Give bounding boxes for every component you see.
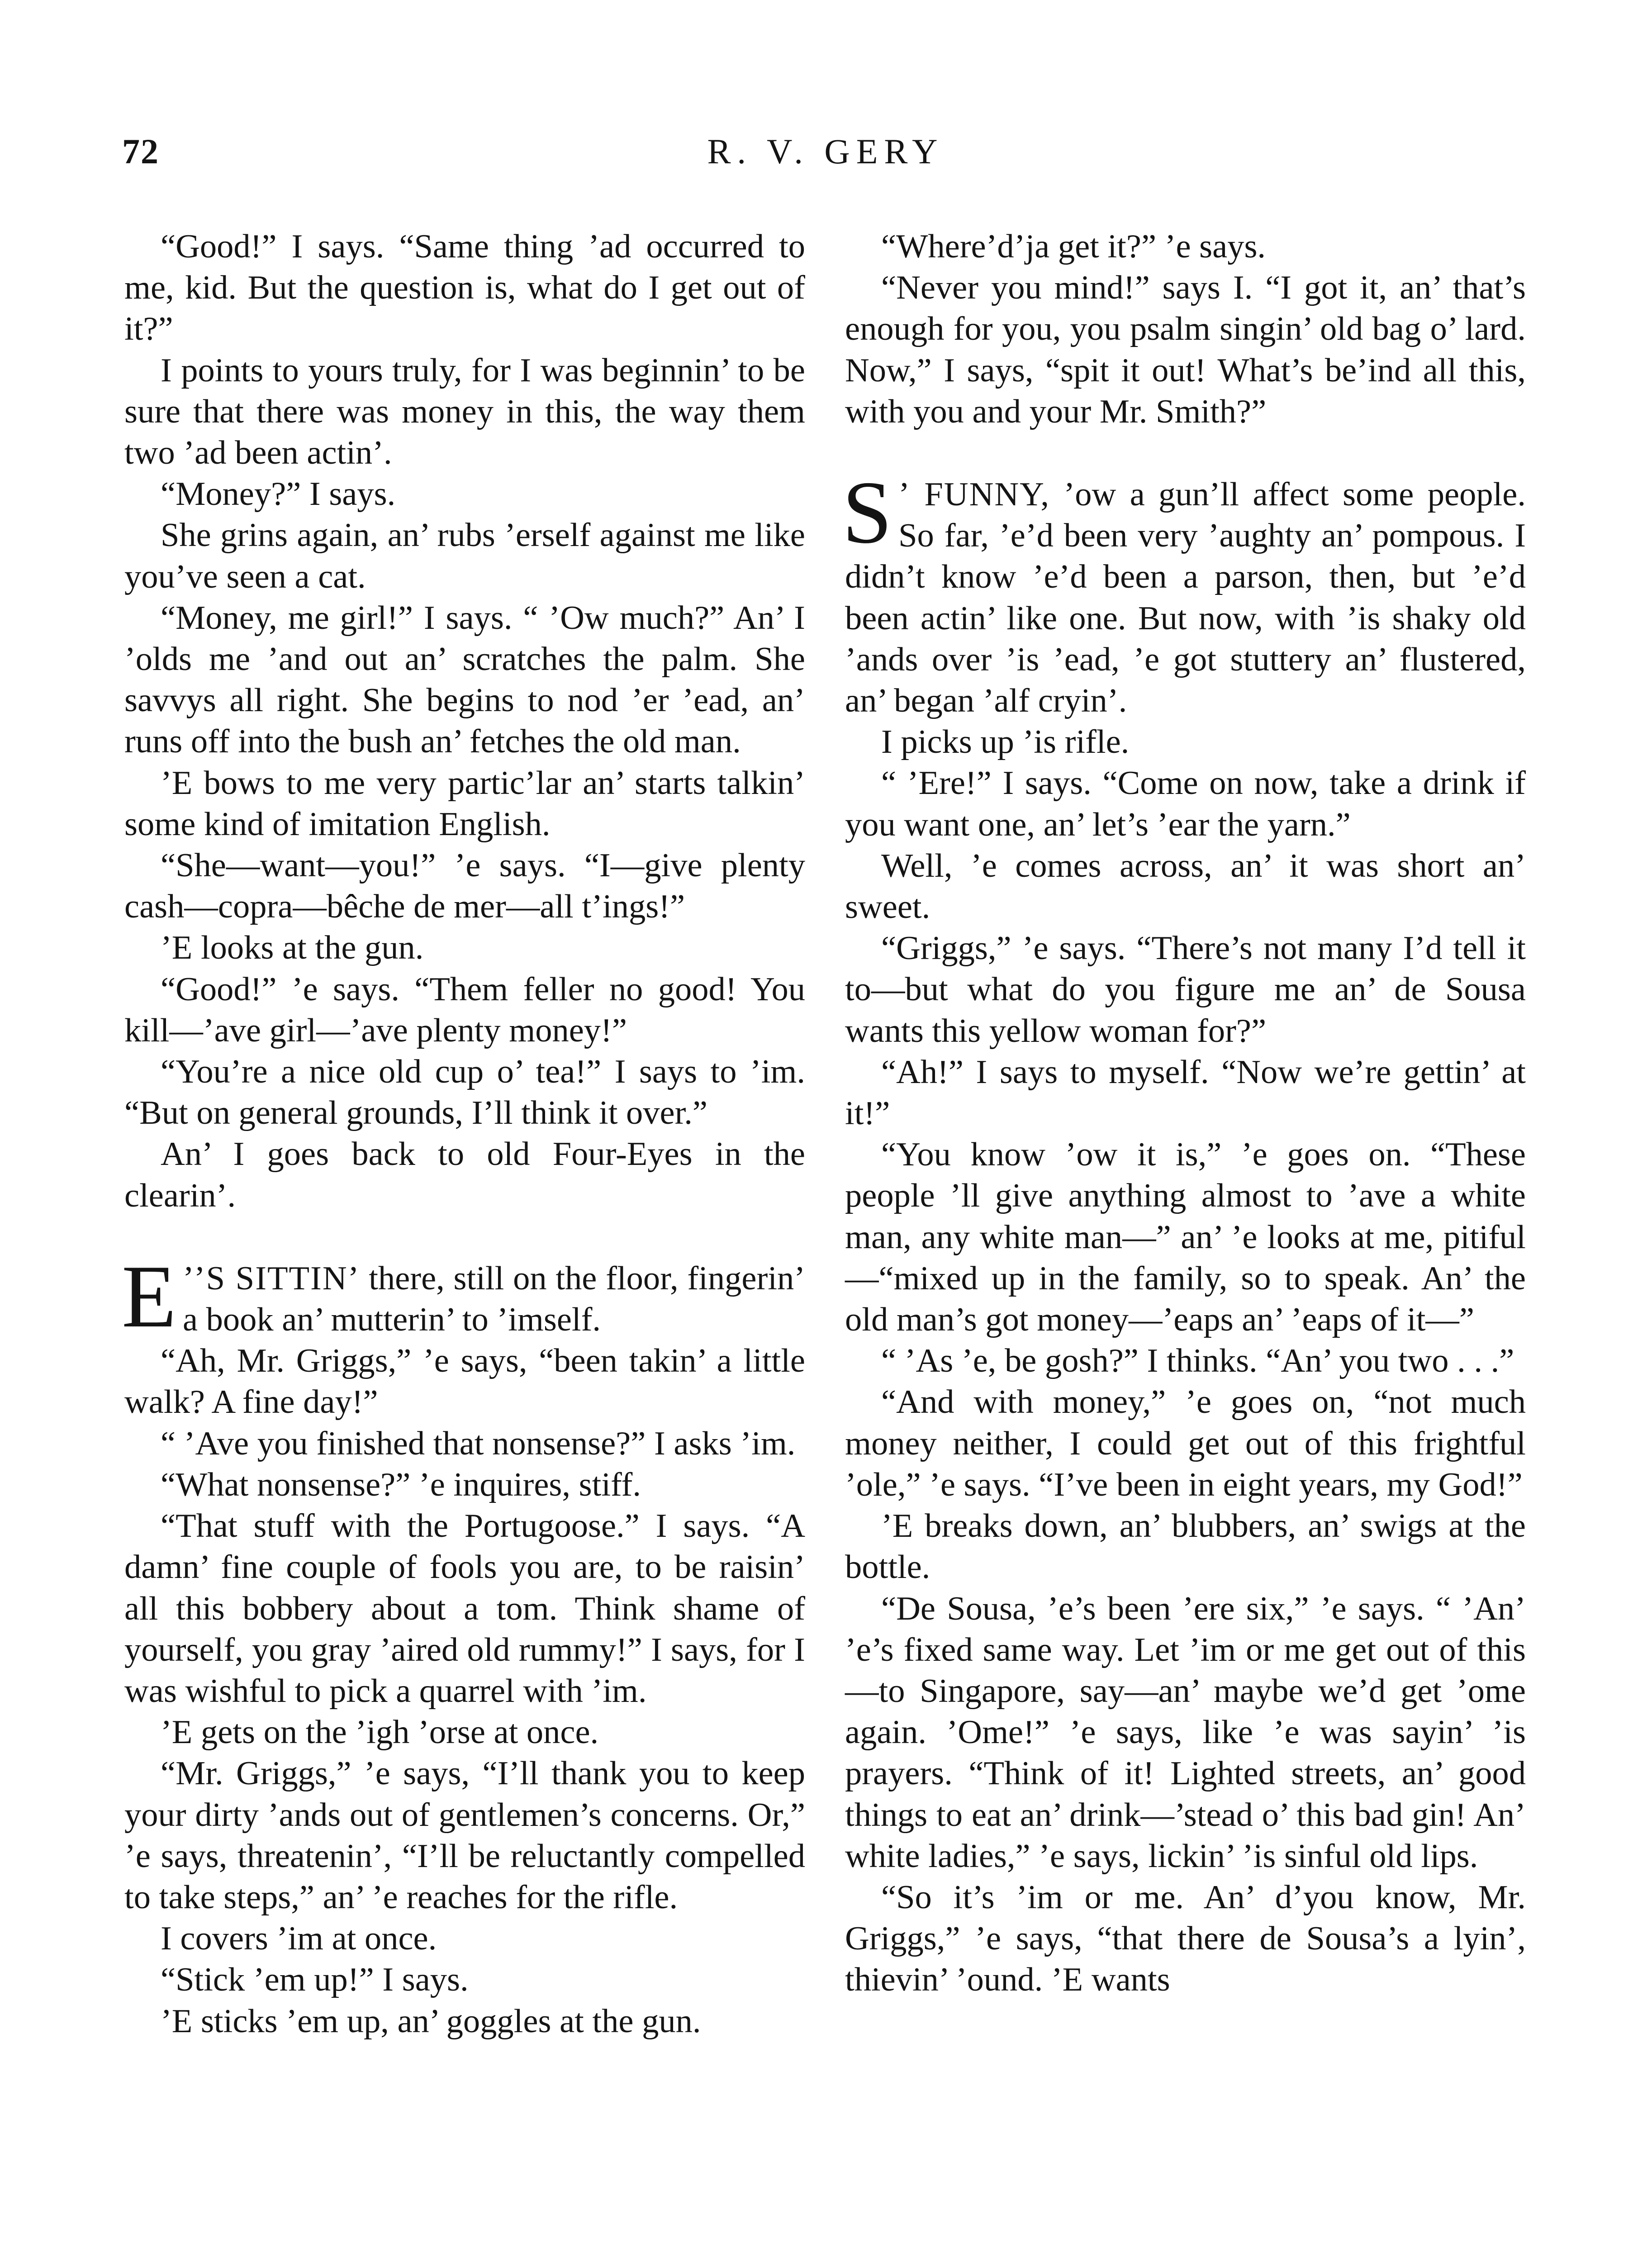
paragraph: “Mr. Griggs,” ’e says, “I’ll thank you to keep your dirty ’ands out of gentlemen’s concerns. Or,” ’e says, threatenin’, “I’ll be reluctantly compelled to take steps,” an’ ’e reaches for the rifle.: [124, 1755, 805, 1916]
opening-apostrophe: ’: [182, 1259, 194, 1297]
paragraph: I points to yours truly, for I was beginnin’ to be sure that there was money in this, the way them two ’ad been actin’.: [124, 352, 805, 472]
page-number: 72: [122, 132, 159, 171]
paragraph: “Good!” ’e says. “Them feller no good! You kill—’ave girl—’ave plenty money!”: [124, 970, 805, 1049]
opening-text: there, still on the floor, fingerin’ a book an’ mutterin’ to ’imself.: [182, 1259, 806, 1339]
paragraph: “She—want—you!” ’e says. “I—give plenty cash—copra—bêche de mer—all t’ings!”: [124, 847, 805, 926]
paragraph: “And with money,” ’e goes on, “not much money neither, I could get out of this frightful ’ole,” ’e says. “I’ve been in eight years, my God!”: [845, 1383, 1526, 1503]
paragraph: “So it’s ’im or me. An’ d’you know, Mr. Griggs,” ’e says, “that there de Sousa’s a lyin’, thievin’ ’ound. ’E wants: [845, 1878, 1526, 1999]
paragraph: ’E sticks ’em up, an’ goggles at the gun.: [161, 2002, 701, 2040]
paragraph: I covers ’im at once.: [161, 1920, 437, 1958]
opening-text: ’ow a gun’ll affect some people. So far, ’e’d been very ’aughty an’ pompous. I didn’t know ’e’d been a parson, then, but ’e’d been actin’ like one. But now, with ’is shaky old ’ands over ’is ’ead, ’e got stuttery an’ flustered, an’ began ’alf cryin’.: [845, 476, 1526, 720]
section-break: [124, 1217, 805, 1258]
running-head: R. V. GERY: [707, 132, 944, 171]
paragraph: “ ’Ere!” I says. “Come on now, take a drink if you want one, an’ let’s ’ear the yarn.”: [845, 765, 1526, 843]
drop-cap: E: [122, 1246, 176, 1346]
paragraph: “You’re a nice old cup o’ tea!” I says to ’im. “But on general grounds, I’ll think it over.”: [124, 1053, 805, 1132]
paragraph: “Where’d’ja get it?” ’e says.: [881, 228, 1266, 265]
page-header: [122, 131, 1529, 181]
paragraph: She grins again, an’ rubs ’erself against me like you’ve seen a cat.: [124, 517, 805, 595]
paragraph: “Ah, Mr. Griggs,” ’e says, “been takin’ a little walk? A fine day!”: [124, 1342, 805, 1421]
opening-caps: ’S SITTIN’: [194, 1259, 360, 1297]
paragraph: “That stuff with the Portugoose.” I says. “A damn’ fine couple of fools you are, to be raisin’ all this bobbery about a tom. Think shame of yourself, you gray ’aired old rummy!” I says, for I was wishful to pick a quarrel with ’im.: [124, 1507, 805, 1710]
paragraph: “Money, me girl!” I says. “ ’Ow much?” An’ I ’olds me ’and out an’ scratches the palm. She savvys all right. She begins to nod ’er ’ead, an’ runs off into the bush an’ fetches the old man.: [124, 599, 805, 760]
paragraph: Well, ’e comes across, an’ it was short an’ sweet.: [845, 847, 1526, 926]
drop-cap: S: [842, 463, 892, 562]
paragraph: “Stick ’em up!” I says.: [161, 1961, 469, 1999]
paragraph: An’ I goes back to old Four-Eyes in the clearin’.: [124, 1136, 805, 1214]
opening-caps: FUNNY,: [909, 476, 1050, 513]
section-break: [845, 432, 1526, 474]
paragraph: “De Sousa, ’e’s been ’ere six,” ’e says. “ ’An’ ’e’s fixed same way. Let ’im or me get out of this—to Singapore, say—an’ maybe we’d get ’ome again. ’Ome!” ’e says, like ’e was sayin’ ’is prayers. “Think of it! Lighted streets, an’ good things to eat an’ drink—’stead o’ this bad gin! An’ white ladies,” ’e says, lickin’ ’is sinful old lips.: [845, 1590, 1526, 1875]
paragraph: “Money?” I says.: [161, 475, 396, 513]
left-column: [124, 226, 805, 2042]
paragraph: “ ’As ’e, be gosh?” I thinks. “An’ you two . . .”: [881, 1342, 1514, 1380]
right-column: [842, 226, 1526, 2001]
paragraph: “Never you mind!” says I. “I got it, an’ that’s enough for you, you psalm singin’ old bag o’ lard. Now,” I says, “spit it out! What’s be’ind all this, with you and your Mr. Smith?”: [845, 269, 1526, 430]
paragraph: “ ’Ave you finished that nonsense?” I asks ’im.: [161, 1425, 796, 1462]
paragraph: “Ah!” I says to myself. “Now we’re gettin’ at it!”: [845, 1053, 1526, 1132]
paragraph: “What nonsense?” ’e inquires, stiff.: [161, 1466, 641, 1503]
opening-apostrophe: ’: [898, 476, 910, 513]
section-opening-paragraph: [122, 1246, 806, 1346]
paragraph: ’E looks at the gun.: [161, 929, 424, 967]
paragraph: ’E bows to me very partic’lar an’ starts talkin’ some kind of imitation English.: [124, 764, 805, 843]
section-opening-paragraph: [842, 463, 1526, 722]
paragraph: I picks up ’is rifle.: [881, 723, 1130, 761]
paragraph: “Griggs,” ’e says. “There’s not many I’d tell it to—but what do you figure me an’ de Sousa wants this yellow woman for?”: [845, 930, 1526, 1050]
paragraph: ’E breaks down, an’ blubbers, an’ swigs at the bottle.: [845, 1507, 1526, 1586]
paragraph: “You know ’ow it is,” ’e goes on. “These people ’ll give anything almost to ’ave a white man, any white man—” an’ ’e looks at me, pitiful—“mixed up in the family, so to speak. An’ the old man’s got money—’eaps an’ ’eaps of it—”: [845, 1136, 1526, 1339]
paragraph: ’E gets on the ’igh ’orse at once.: [161, 1714, 599, 1751]
paragraph: “Good!” I says. “Same thing ’ad occurred to me, kid. But the question is, what do I get out of it?”: [124, 228, 805, 348]
